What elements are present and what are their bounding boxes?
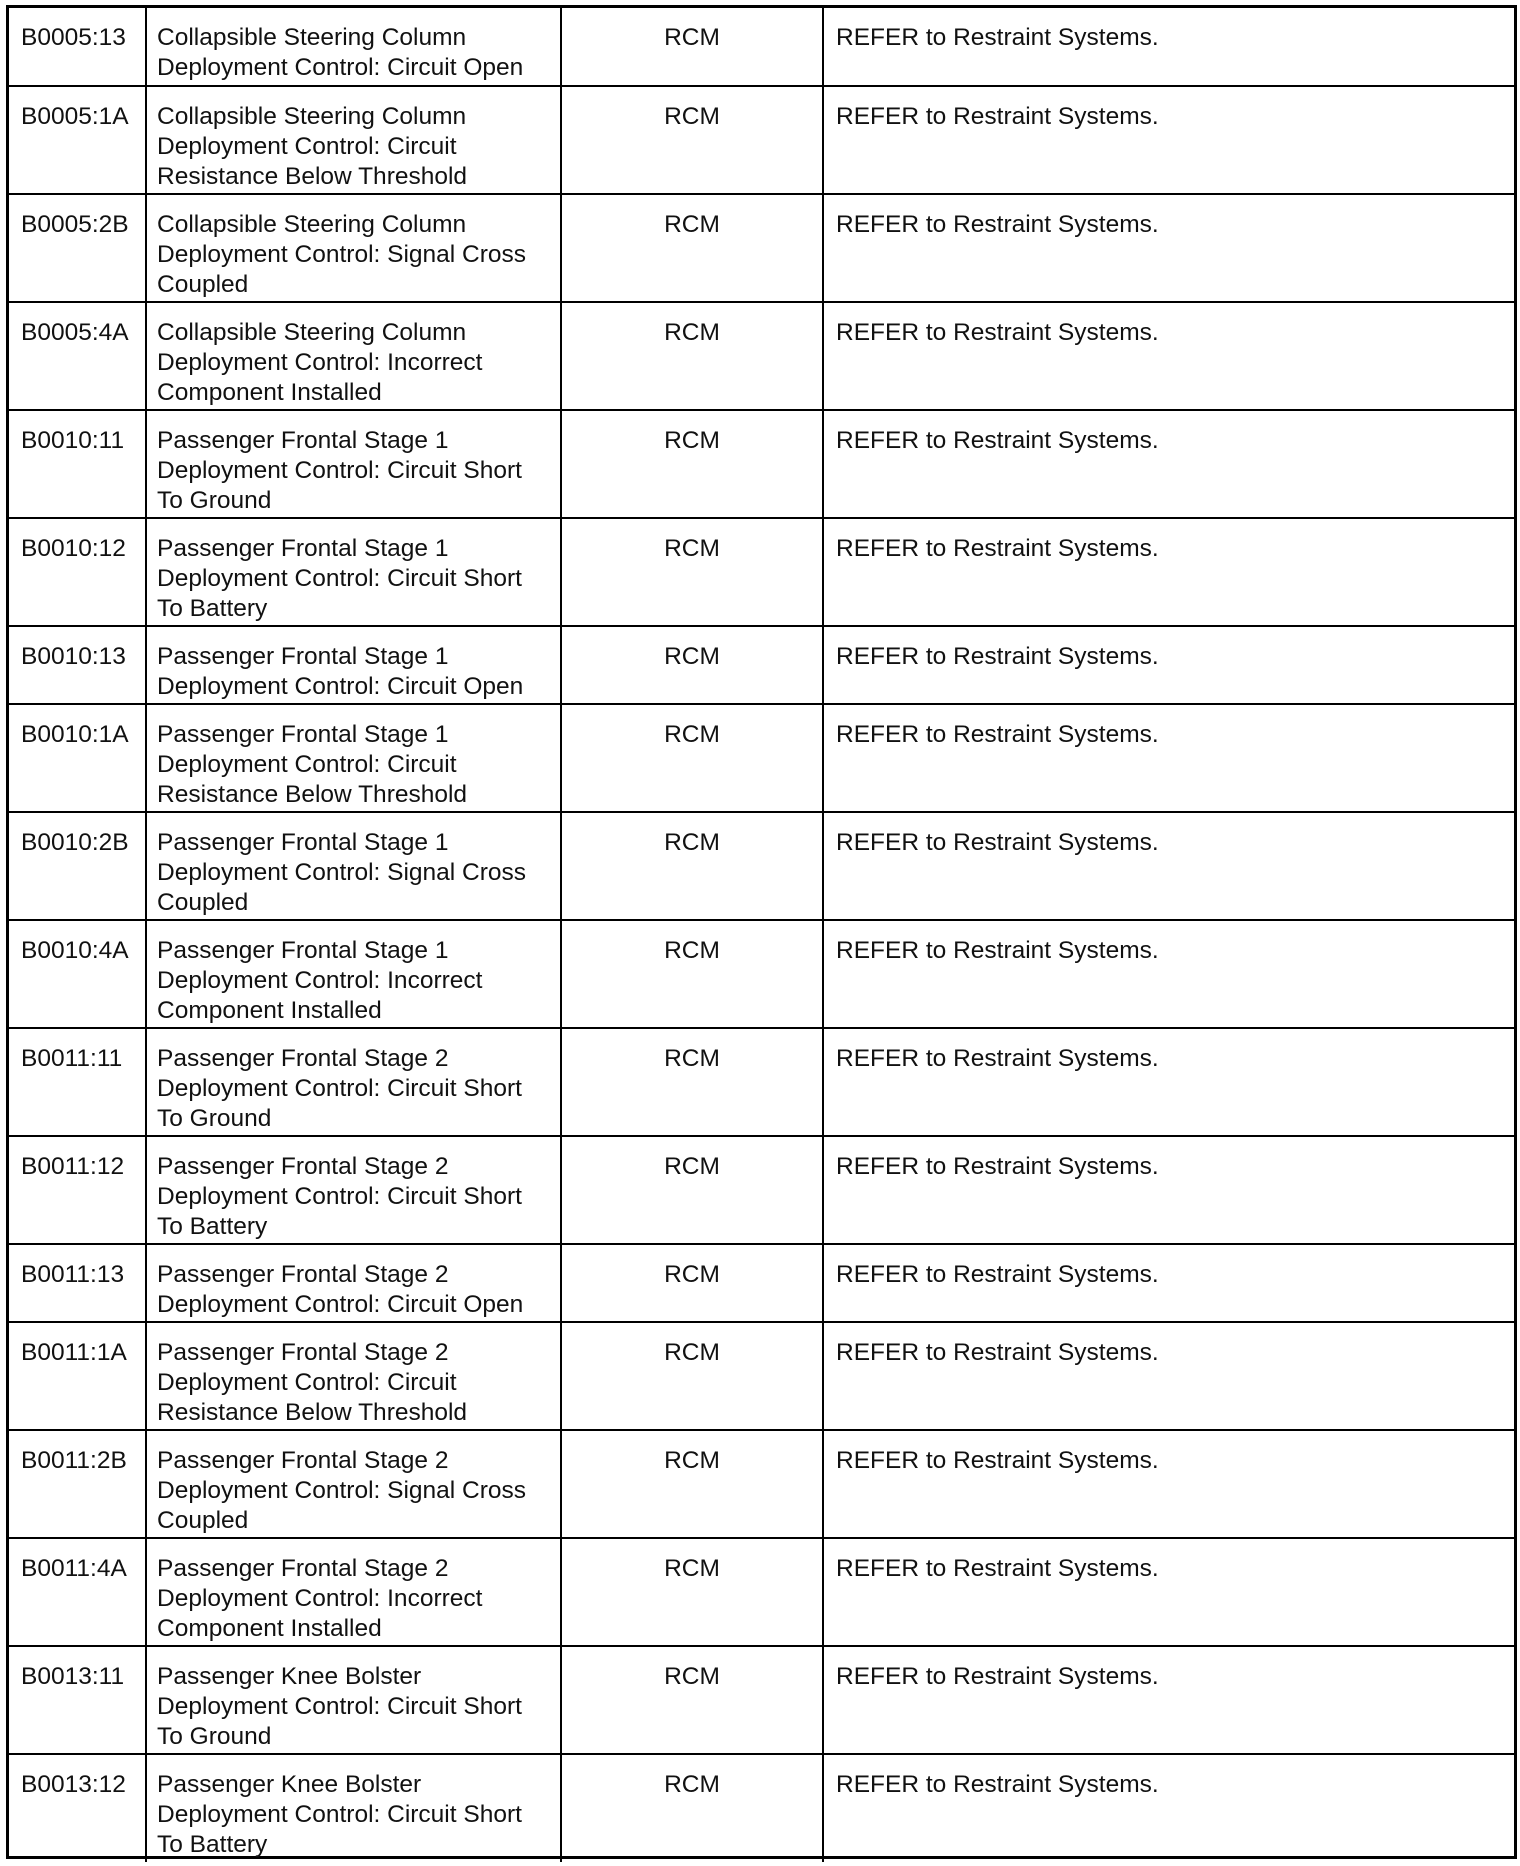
- dtc-action-cell: REFER to Restraint Systems.: [823, 812, 1514, 920]
- dtc-description-cell: Passenger Frontal Stage 1 Deployment Control: Circuit Short To Ground: [146, 410, 561, 518]
- dtc-description-cell: Passenger Knee Bolster Deployment Control: Circuit Short To Battery: [146, 1754, 561, 1862]
- dtc-action-cell: REFER to Restraint Systems.: [823, 920, 1514, 1028]
- dtc-table-container: [6, 5, 1517, 1859]
- dtc-description-cell: Passenger Frontal Stage 1 Deployment Control: Signal Cross Coupled: [146, 812, 561, 920]
- dtc-module-cell: RCM: [561, 920, 823, 1028]
- dtc-description-cell: Passenger Frontal Stage 1 Deployment Control: Incorrect Component Installed: [146, 920, 561, 1028]
- dtc-module-cell: RCM: [561, 194, 823, 302]
- table-row: [9, 1754, 1514, 1862]
- dtc-module-cell: RCM: [561, 626, 823, 704]
- dtc-code-cell: B0013:11: [9, 1646, 146, 1754]
- dtc-action-cell: REFER to Restraint Systems.: [823, 1136, 1514, 1244]
- dtc-description-cell: Collapsible Steering Column Deployment Control: Circuit Open: [146, 8, 561, 86]
- table-row: [9, 410, 1514, 518]
- dtc-action-cell: REFER to Restraint Systems.: [823, 86, 1514, 194]
- dtc-code-cell: B0005:2B: [9, 194, 146, 302]
- dtc-module-cell: RCM: [561, 518, 823, 626]
- dtc-action-cell: REFER to Restraint Systems.: [823, 410, 1514, 518]
- dtc-action-cell: REFER to Restraint Systems.: [823, 1322, 1514, 1430]
- dtc-action-cell: REFER to Restraint Systems.: [823, 1538, 1514, 1646]
- dtc-action-cell: REFER to Restraint Systems.: [823, 704, 1514, 812]
- dtc-table: [9, 8, 1514, 1862]
- table-row: [9, 812, 1514, 920]
- dtc-code-cell: B0011:13: [9, 1244, 146, 1322]
- table-row: [9, 1646, 1514, 1754]
- dtc-code-cell: B0005:13: [9, 8, 146, 86]
- dtc-description-cell: Passenger Frontal Stage 2 Deployment Control: Incorrect Component Installed: [146, 1538, 561, 1646]
- dtc-table-body: [9, 8, 1514, 1862]
- dtc-action-cell: REFER to Restraint Systems.: [823, 518, 1514, 626]
- dtc-code-cell: B0010:4A: [9, 920, 146, 1028]
- dtc-description-cell: Passenger Frontal Stage 2 Deployment Control: Circuit Open: [146, 1244, 561, 1322]
- dtc-module-cell: RCM: [561, 1538, 823, 1646]
- dtc-action-cell: REFER to Restraint Systems.: [823, 626, 1514, 704]
- table-row: [9, 1322, 1514, 1430]
- dtc-module-cell: RCM: [561, 1322, 823, 1430]
- dtc-action-cell: REFER to Restraint Systems.: [823, 1244, 1514, 1322]
- table-row: [9, 302, 1514, 410]
- dtc-module-cell: RCM: [561, 8, 823, 86]
- dtc-description-cell: Collapsible Steering Column Deployment Control: Circuit Resistance Below Threshold: [146, 86, 561, 194]
- dtc-module-cell: RCM: [561, 812, 823, 920]
- dtc-code-cell: B0010:11: [9, 410, 146, 518]
- dtc-code-cell: B0010:2B: [9, 812, 146, 920]
- dtc-description-cell: Passenger Frontal Stage 2 Deployment Control: Circuit Resistance Below Threshold: [146, 1322, 561, 1430]
- dtc-module-cell: RCM: [561, 1754, 823, 1862]
- dtc-action-cell: REFER to Restraint Systems.: [823, 8, 1514, 86]
- dtc-description-cell: Passenger Frontal Stage 1 Deployment Control: Circuit Resistance Below Threshold: [146, 704, 561, 812]
- dtc-code-cell: B0005:4A: [9, 302, 146, 410]
- dtc-action-cell: REFER to Restraint Systems.: [823, 302, 1514, 410]
- table-row: [9, 1244, 1514, 1322]
- dtc-description-cell: Collapsible Steering Column Deployment Control: Incorrect Component Installed: [146, 302, 561, 410]
- dtc-code-cell: B0013:12: [9, 1754, 146, 1862]
- dtc-code-cell: B0010:13: [9, 626, 146, 704]
- dtc-description-cell: Passenger Frontal Stage 2 Deployment Control: Signal Cross Coupled: [146, 1430, 561, 1538]
- table-row: [9, 1538, 1514, 1646]
- dtc-module-cell: RCM: [561, 1028, 823, 1136]
- dtc-description-cell: Passenger Knee Bolster Deployment Control: Circuit Short To Ground: [146, 1646, 561, 1754]
- dtc-description-cell: Collapsible Steering Column Deployment Control: Signal Cross Coupled: [146, 194, 561, 302]
- dtc-module-cell: RCM: [561, 704, 823, 812]
- dtc-code-cell: B0011:11: [9, 1028, 146, 1136]
- dtc-code-cell: B0005:1A: [9, 86, 146, 194]
- dtc-module-cell: RCM: [561, 1646, 823, 1754]
- table-row: [9, 1028, 1514, 1136]
- dtc-description-cell: Passenger Frontal Stage 1 Deployment Control: Circuit Short To Battery: [146, 518, 561, 626]
- table-row: [9, 1430, 1514, 1538]
- dtc-action-cell: REFER to Restraint Systems.: [823, 1430, 1514, 1538]
- table-row: [9, 194, 1514, 302]
- table-row: [9, 704, 1514, 812]
- dtc-action-cell: REFER to Restraint Systems.: [823, 1646, 1514, 1754]
- dtc-module-cell: RCM: [561, 1430, 823, 1538]
- dtc-action-cell: REFER to Restraint Systems.: [823, 1028, 1514, 1136]
- dtc-description-cell: Passenger Frontal Stage 1 Deployment Control: Circuit Open: [146, 626, 561, 704]
- dtc-description-cell: Passenger Frontal Stage 2 Deployment Control: Circuit Short To Battery: [146, 1136, 561, 1244]
- dtc-code-cell: B0010:1A: [9, 704, 146, 812]
- table-row: [9, 518, 1514, 626]
- dtc-action-cell: REFER to Restraint Systems.: [823, 194, 1514, 302]
- dtc-module-cell: RCM: [561, 410, 823, 518]
- dtc-module-cell: RCM: [561, 302, 823, 410]
- table-row: [9, 1136, 1514, 1244]
- dtc-module-cell: RCM: [561, 1136, 823, 1244]
- dtc-code-cell: B0011:4A: [9, 1538, 146, 1646]
- table-row: [9, 8, 1514, 86]
- table-row: [9, 920, 1514, 1028]
- table-row: [9, 86, 1514, 194]
- dtc-description-cell: Passenger Frontal Stage 2 Deployment Control: Circuit Short To Ground: [146, 1028, 561, 1136]
- dtc-module-cell: RCM: [561, 86, 823, 194]
- dtc-code-cell: B0010:12: [9, 518, 146, 626]
- dtc-code-cell: B0011:12: [9, 1136, 146, 1244]
- dtc-module-cell: RCM: [561, 1244, 823, 1322]
- dtc-code-cell: B0011:1A: [9, 1322, 146, 1430]
- dtc-action-cell: REFER to Restraint Systems.: [823, 1754, 1514, 1862]
- table-row: [9, 626, 1514, 704]
- dtc-code-cell: B0011:2B: [9, 1430, 146, 1538]
